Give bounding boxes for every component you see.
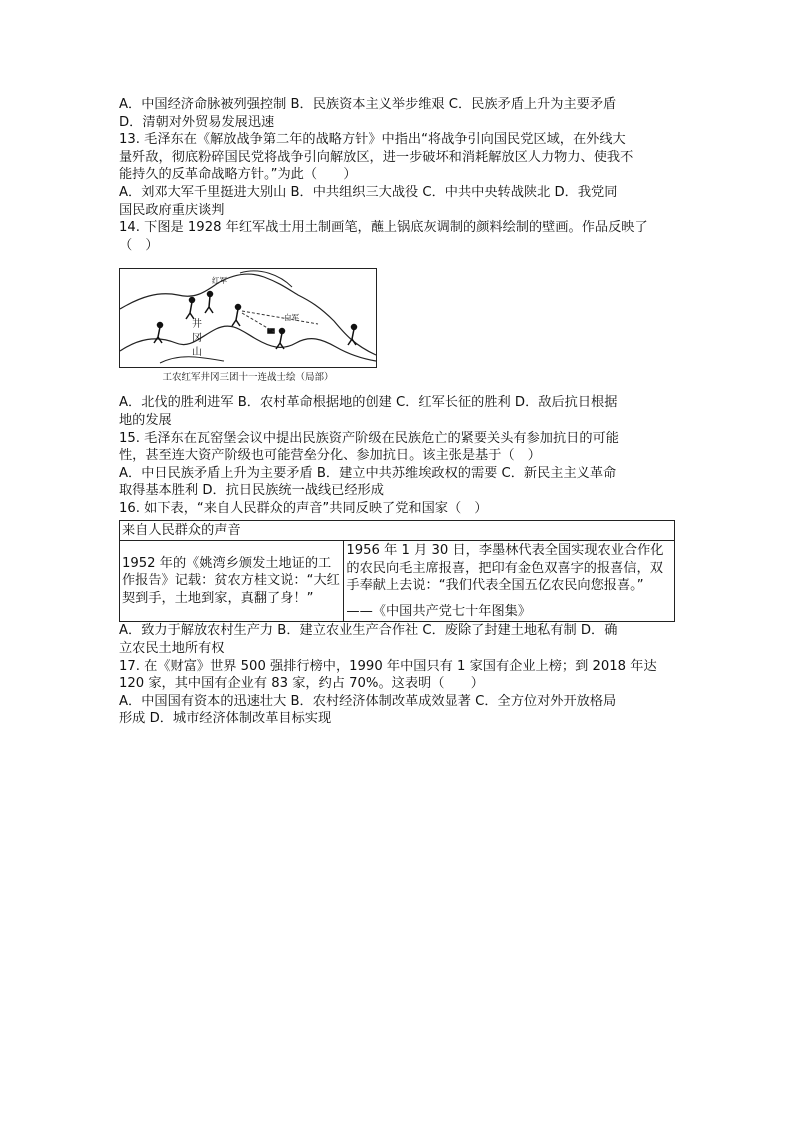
q13-stem-line-1: 13. 毛泽东在《解放战争第二年的战略方针》中指出“将战争引向国民党区域，在外线大 <box>119 132 626 148</box>
q14-stem-line-1: 14. 下图是 1928 年红军战士用土制画笔，蘸上锅底灰调制的颜料绘制的壁画。作品反映了 <box>119 220 648 236</box>
table-cell-1956 <box>344 541 675 622</box>
q14-stem-line-2: （ ） <box>119 237 159 253</box>
q13-stem-line-2: 量歼敌，彻底粉碎国民党将战争引向解放区，进一步破坏和消耗解放区人力物力、使我不 <box>119 149 634 165</box>
mural-drawing-icon <box>120 269 376 367</box>
q12-options-line-1: A．中国经济命脉被列强控制 B．民族资本主义举步维艰 C．民族矛盾上升为主要矛盾 <box>119 97 617 112</box>
q17-options-line-2: 形成 D．城市经济体制改革目标实现 <box>119 711 332 727</box>
voices-table <box>119 520 675 623</box>
exam-page <box>119 96 675 728</box>
q13-options-line-2: 国民政府重庆谈判 <box>119 202 225 218</box>
q16-options-line-1: A．致力于解放农村生产力 B．建立农业生产合作社 C．废除了封建土地私有制 D．确 <box>119 623 618 639</box>
q14-options-line-1: A．北伐的胜利进军 B．农村革命根据地的创建 C．红军长征的胜利 D．敌后抗日根据 <box>119 395 618 411</box>
q13-options-line-1: A．刘邓大军千里挺进大别山 B．中共组织三大战役 C．中共中央转战陕北 D．我党同 <box>119 184 618 200</box>
table-cell-1956-text: 1956 年 1 月 30 日，李墨林代表全国实现农业合作化的农民向毛主席报喜，把印有金色双喜字的报喜信，双手奉献上去说：“我们代表全国五亿农民向您报喜。” <box>346 543 664 594</box>
label-red-army: 红军 <box>212 276 227 286</box>
q17-stem-line-1: 17. 在《财富》世界 500 强排行榜中，1990 年中国只有 1 家国有企业上榜；到 2018 年达 <box>119 658 657 674</box>
q13-stem-line-3: 能持久的反革命战略方针。”为此（ ） <box>119 167 357 183</box>
q12-options-line-2: D．清朝对外贸易发展迅速 <box>119 114 275 130</box>
table-source: ——《中国共产党七十年图集》 <box>346 603 532 619</box>
mural-image <box>119 268 377 368</box>
q15-stem-line-2: 性，甚至连大资产阶级也可能营垒分化、参加抗日。该主张是基于（ ） <box>119 448 541 464</box>
q17-options-line-1: A．中国国有资本的迅速壮大 B．农村经济体制改革成效显著 C．全方位对外开放格局 <box>119 693 617 709</box>
q14-options-line-2: 地的发展 <box>119 412 172 428</box>
figure-caption: 工农红军井冈三团十一连战士绘（局部） <box>162 372 334 384</box>
table-header: 来自人民群众的声音 <box>120 520 675 541</box>
label-white-army: 白军 <box>284 313 299 323</box>
q15-options-line-2: 取得基本胜利 D．抗日民族统一战线已经形成 <box>119 483 384 499</box>
table-cell-1952: 1952 年的《姚湾乡颁发土地证的工作报告》记载：贫农方桂文说：“大红契到手，土地到家，真翻了身！” <box>120 541 344 622</box>
label-jinggangshan: 井冈山 <box>192 319 202 359</box>
q15-stem-line-1: 15. 毛泽东在瓦窑堡会议中提出民族资产阶级在民族危亡的紧要关头有参加抗日的可能 <box>119 430 619 446</box>
q17-stem-line-2: 120 家，其中国有企业有 83 家，约占 70%。这表明（ ） <box>119 676 484 692</box>
q16-stem: 16. 如下表，“来自人民群众的声音”共同反映了党和国家（ ） <box>119 500 488 516</box>
q16-options-line-2: 立农民土地所有权 <box>119 641 225 657</box>
q15-options-line-1: A．中日民族矛盾上升为主要矛盾 B．建立中共苏维埃政权的需要 C．新民主主义革命 <box>119 465 617 481</box>
q14-mural-figure <box>119 268 377 384</box>
